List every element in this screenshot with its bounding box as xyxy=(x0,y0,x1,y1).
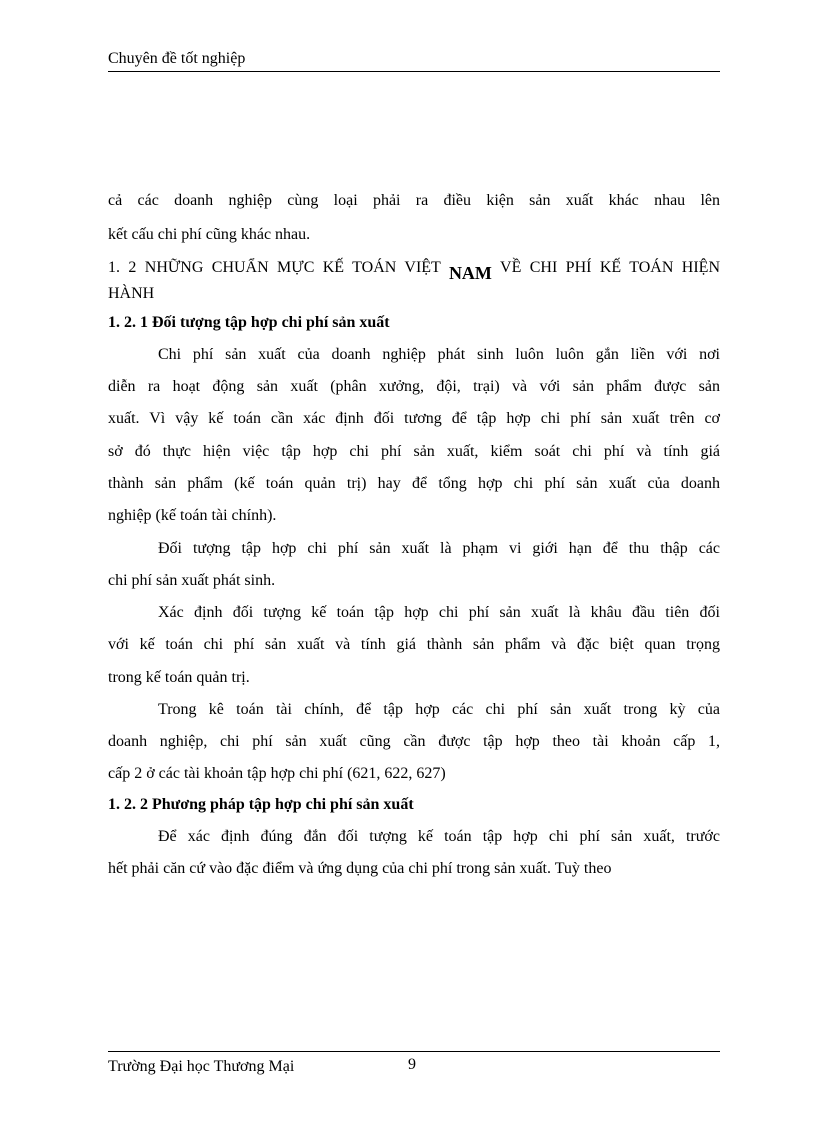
heading-raised-word: NAM xyxy=(448,263,492,283)
text-line: Để xác định đúng đắn đối tượng kế toán tập hợp chi phí sản xuất, trước xyxy=(158,828,720,845)
heading-suffix: VỀ CHI PHÍ KẾ TOÁN HIỆN xyxy=(500,259,721,276)
text-line: Chi phí sản xuất của doanh nghiệp phát sinh luôn luôn gắn liền với nơi xyxy=(158,346,720,363)
text-line: nghiệp (kế toán tài chính). xyxy=(108,507,277,524)
section-heading-1-2 xyxy=(108,256,721,283)
header-rule xyxy=(108,71,720,72)
heading-prefix: 1. 2 NHỮNG CHUẨN MỰC KẾ TOÁN VIỆT xyxy=(108,259,441,276)
text-line: với kế toán chi phí sản xuất và tính giá thành sản phẩm và đặc biệt quan trọng xyxy=(108,636,720,653)
text-line: trong kế toán quản trị. xyxy=(108,669,250,686)
text-line: Xác định đối tượng kế toán tập hợp chi phí sản xuất là khâu đầu tiên đối xyxy=(158,604,720,621)
text-line: chi phí sản xuất phát sinh. xyxy=(108,572,276,589)
section-heading-1-2-line2: HÀNH xyxy=(108,285,155,302)
text-line: kết cấu chi phí cũng khác nhau. xyxy=(108,226,311,243)
footer-school: Trường Đại học Thương Mại xyxy=(108,1058,295,1075)
subsection-heading-1-2-1: 1. 2. 1 Đối tượng tập hợp chi phí sản xuất xyxy=(108,314,390,331)
text-line: hết phải căn cứ vào đặc điểm và ứng dụng của chi phí trong sản xuất. Tuỳ theo xyxy=(108,860,612,877)
page-number: 9 xyxy=(408,1056,416,1073)
text-line: xuất. Vì vậy kế toán cần xác định đối tương để tập hợp chi phí sản xuất trên cơ xyxy=(108,410,720,427)
header-title: Chuyên đề tốt nghiệp xyxy=(108,50,246,67)
text-line: Trong kê toán tài chính, để tập hợp các chi phí sản xuất trong kỳ của xyxy=(158,701,720,718)
footer-rule xyxy=(108,1051,720,1052)
text-line: diễn ra hoạt động sản xuất (phân xưởng, đội, trại) và với sản phẩm được sản xyxy=(108,378,720,395)
text-line: Đối tượng tập hợp chi phí sản xuất là phạm vi giới hạn để thu thập các xyxy=(158,540,720,557)
text-line: sở đó thực hiện việc tập hợp chi phí sản xuất, kiểm soát chi phí và tính giá xyxy=(108,443,720,460)
text-line: cấp 2 ở các tài khoản tập hợp chi phí (621, 622, 627) xyxy=(108,765,446,782)
text-line: cả các doanh nghiệp cùng loại phải ra điều kiện sản xuất khác nhau lên xyxy=(108,192,720,209)
subsection-heading-1-2-2: 1. 2. 2 Phương pháp tập hợp chi phí sản xuất xyxy=(108,796,414,813)
text-line: doanh nghiệp, chi phí sản xuất cũng cần được tập hợp theo tài khoản cấp 1, xyxy=(108,733,720,750)
text-line: thành sản phẩm (kế toán quản trị) hay để tổng hợp chi phí sản xuất của doanh xyxy=(108,475,720,492)
